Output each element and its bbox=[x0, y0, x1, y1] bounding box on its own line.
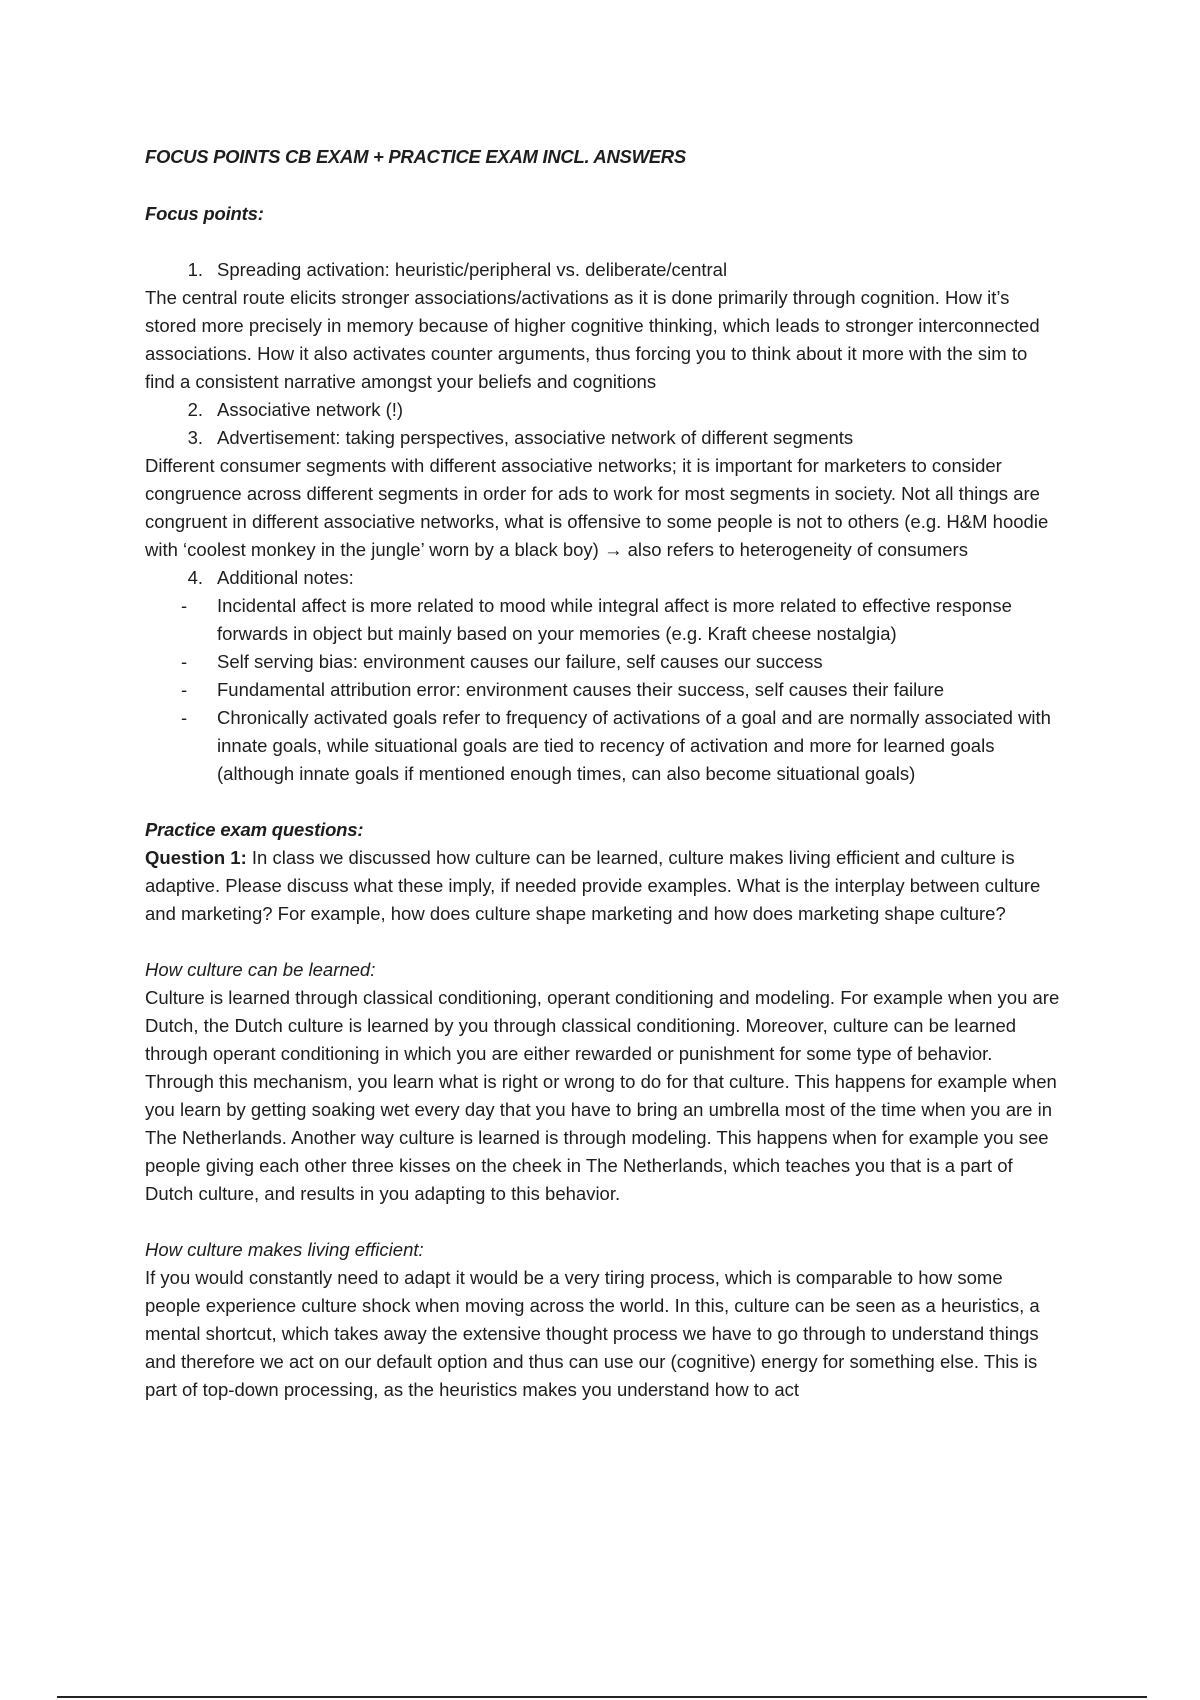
document-title: FOCUS POINTS CB EXAM + PRACTICE EXAM INCL. ANSWERS bbox=[145, 146, 686, 167]
paragraph-advertisement: Different consumer segments with different associative networks; it is important for marketers to consider congruence across different segments in order for ads to work for most segments in society. Not all things are congruent in different associative networks, what is offensive to some people is not to others (e.g. H&M hoodie with ‘coolest monkey in the jungle’ worn by a black boy) → also refers to heterogeneity of consumers bbox=[145, 455, 1049, 560]
item-number: 2. bbox=[187, 399, 203, 420]
bullet-text: Chronically activated goals refer to frequency of activations of a goal and are normally associated with innate goals, while situational goals are tied to recency of activation and more for learned goals (although innate goals if mentioned enough times, can also become situational goals) bbox=[217, 707, 1051, 784]
document-body bbox=[145, 143, 1060, 1404]
bullet-mark: - bbox=[181, 707, 188, 728]
bullet-text: Self serving bias: environment causes our failure, self causes our success bbox=[217, 651, 823, 672]
question-text: In class we discussed how culture can be learned, culture makes living efficient and culture is adaptive. Please discuss what these imply, if needed provide examples. What is the interplay between culture and marketing? For example, how does culture shape marketing and how does marketing shape culture? bbox=[145, 847, 1041, 924]
numbered-item-1 bbox=[145, 256, 1060, 284]
focus-points-heading: Focus points: bbox=[145, 203, 264, 224]
numbered-item-3 bbox=[145, 424, 1060, 452]
item-text: Associative network (!) bbox=[217, 399, 404, 420]
item-text: Advertisement: taking perspectives, associative network of different segments bbox=[217, 427, 854, 448]
numbered-item-2 bbox=[145, 396, 1060, 424]
item-text: Additional notes: bbox=[217, 567, 354, 588]
bullet-text: Incidental affect is more related to mood while integral affect is more related to effective response forwards in object but mainly based on your memories (e.g. Kraft cheese nostalgia) bbox=[217, 595, 1012, 644]
item-number: 1. bbox=[187, 259, 203, 280]
section-heading-learned: How culture can be learned: bbox=[145, 959, 376, 980]
section-heading-efficient: How culture makes living efficient: bbox=[145, 1239, 424, 1260]
bullet-mark: - bbox=[181, 595, 188, 616]
item-number: 3. bbox=[187, 427, 203, 448]
numbered-item-4 bbox=[145, 564, 1060, 592]
bullet-item bbox=[145, 648, 1060, 676]
bullet-item bbox=[145, 704, 1060, 788]
bullet-item bbox=[145, 676, 1060, 704]
practice-exam-heading: Practice exam questions: bbox=[145, 819, 364, 840]
item-text: Spreading activation: heuristic/peripheral vs. deliberate/central bbox=[217, 259, 728, 280]
item-number: 4. bbox=[187, 567, 203, 588]
paragraph-culture-learned: Culture is learned through classical conditioning, operant conditioning and modeling. For example when you are Dutch, the Dutch culture is learned by you through classical conditioning. Moreover, culture can be learned through operant conditioning in which you are either rewarded or punishment for some type of behavior. Through this mechanism, you learn what is right or wrong to do for that culture. This happens for example when you learn by getting soaking wet every day that you have to bring an umbrella most of the time when you are in The Netherlands. Another way culture is learned is through modeling. This happens when for example you see people giving each other three kisses on the cheek in The Netherlands, which teaches you that is a part of Dutch culture, and results in you adapting to this behavior. bbox=[145, 987, 1060, 1204]
paragraph-spreading-activation: The central route elicits stronger associations/activations as it is done primarily through cognition. How it’s stored more precisely in memory because of higher cognitive thinking, which leads to stronger interconnected associations. How it also activates counter arguments, thus forcing you to think about it more with the sim to find a consistent narrative amongst your beliefs and cognitions bbox=[145, 287, 1040, 392]
bullet-mark: - bbox=[181, 651, 188, 672]
bullet-mark: - bbox=[181, 679, 188, 700]
page-bottom-rule bbox=[57, 1696, 1147, 1698]
bullet-item bbox=[145, 592, 1060, 648]
bullet-text: Fundamental attribution error: environment causes their success, self causes their failure bbox=[217, 679, 944, 700]
question-label: Question 1: bbox=[145, 847, 247, 868]
question-1 bbox=[145, 844, 1060, 928]
paragraph-culture-efficient: If you would constantly need to adapt it would be a very tiring process, which is comparable to how some people experience culture shock when moving across the world. In this, culture can be seen as a heuristics, a mental shortcut, which takes away the extensive thought process we have to go through to understand things and therefore we act on our default option and thus can use our (cognitive) energy for something else. This is part of top-down processing, as the heuristics makes you understand how to act bbox=[145, 1267, 1040, 1400]
